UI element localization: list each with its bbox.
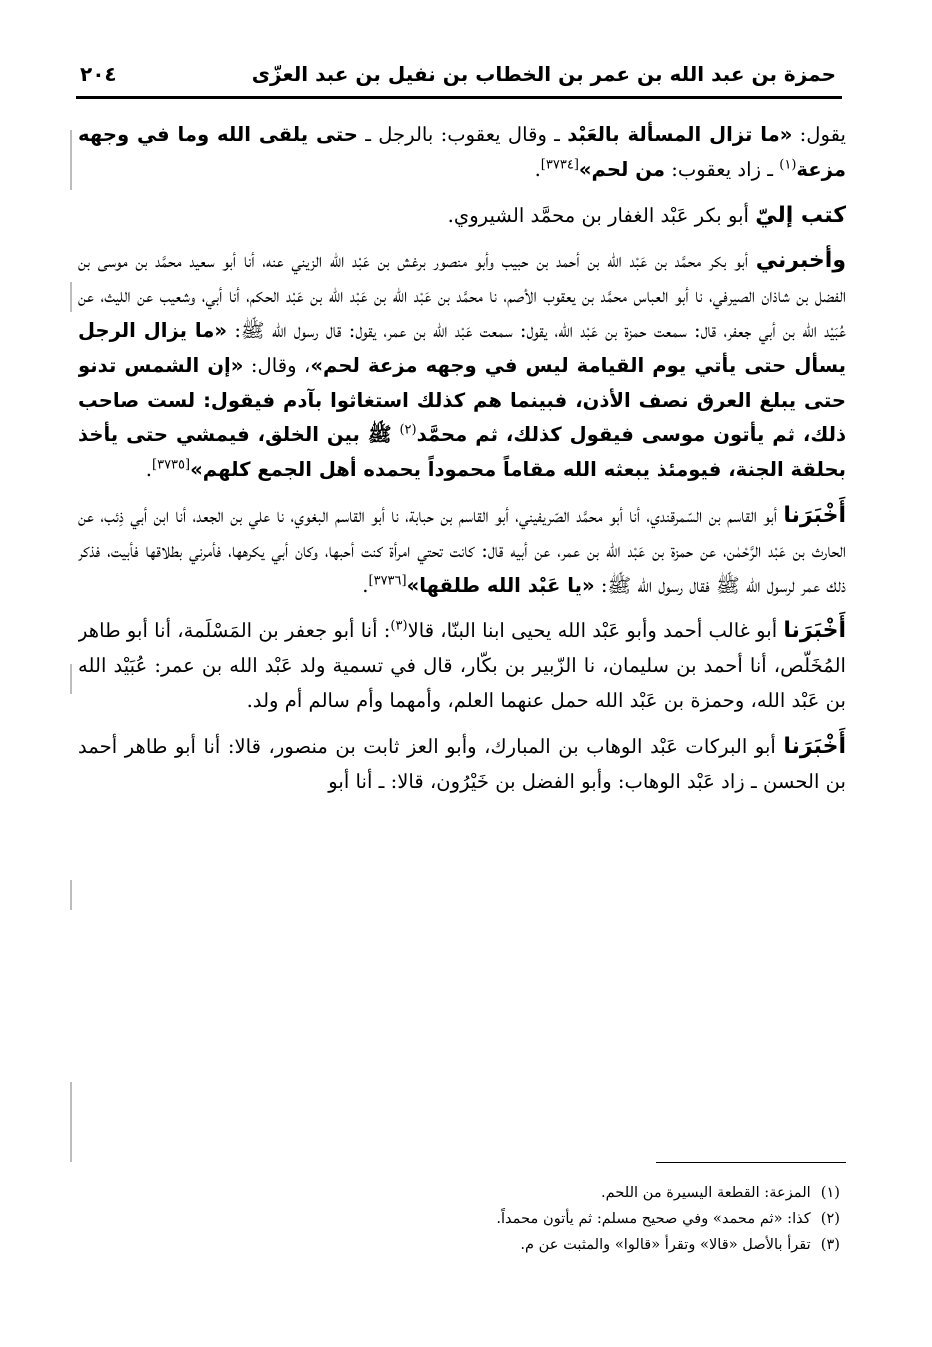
header-rule [76, 96, 842, 99]
text-run: أبو بكر محمَّد بن عَبْد الله بن أحمد بن حبيب وأبو منصور برغش بن عَبْد الله الزيني عنه، أنا أبو سعيد محمَّد بن موسى بن الفضل بن شاذان الصيرفي، نا أبو العباس محمَّد بن يعقوب الأصم، نا محمَّد بن عَبْد الله بن عَبْد الله بن عَبْد الحكم، أنا أبي، وشعيب عن الليث، عن عُبَيْد الله بن أبي جعفر، قال: سمعت حمزة بن عَبْد الله، يقول: سمعت عَبْد الله بن عمر، يقول: قال رسول الله ﷺ: [78, 249, 846, 342]
hadith-text: «ما يزال الرجل يسأل حتى يأتي يوم القيامة ليس في وجهه مزعة لحم» [78, 318, 846, 377]
footnote-ref: (٢) [399, 422, 417, 438]
footnote-text: تقرأ بالأصل «قالا» وتقرأ «قالوا» والمثبت عن م. [520, 1236, 811, 1253]
hadith-text: «ما تزال المسألة بالعَبْد [567, 123, 793, 146]
text-run: . [145, 458, 153, 482]
paragraph [78, 199, 846, 234]
narration-lead: أَخْبَرَنا [783, 733, 846, 759]
hadith-number: [٣٧٣٥] [152, 457, 191, 473]
margin-mark [70, 282, 72, 312]
footnote-number: (٢) [820, 1210, 840, 1227]
paragraph [78, 244, 846, 488]
hadith-number: [٣٧٣٤] [540, 157, 579, 173]
footnote-text: كذا: «ثم محمد» وفي صحيح مسلم: ثم يأتون محمداً. [496, 1210, 811, 1227]
text-run: ـ وقال يعقوب: بالرجل ـ [357, 123, 568, 146]
paragraph [78, 730, 846, 800]
narration-lead: أَخْبَرَنا [783, 502, 846, 528]
text-run: ـ زاد يعقوب: [664, 157, 780, 181]
text-run: . [362, 573, 369, 597]
paragraph [78, 118, 846, 188]
footnote-number: (١) [820, 1184, 840, 1201]
footnote-ref: (٣) [390, 618, 408, 634]
hadith-text: بين الخلق، فيمشي حتى يأخذ بحلقة الجنة، فيومئذ يبعثه الله مقاماً محموداً يحمده أهل الجمع كلهم» [78, 423, 846, 482]
body-text [78, 118, 846, 1148]
page-number: ٢٠٤ [80, 62, 117, 86]
margin-mark [70, 1082, 72, 1162]
hadith-text: ﷺ [359, 423, 400, 447]
footnote-text: المزعة: القطعة اليسيرة من اللحم. [600, 1184, 811, 1201]
footnote [78, 1232, 840, 1258]
narration-lead: كتب إليّ [755, 202, 846, 228]
footnote [78, 1180, 840, 1206]
text-run: أبو بكر عَبْد الغفار بن محمَّد الشيروي. [447, 203, 756, 227]
text-run: أبو القاسم بن السّمرقندي، أنا أبو محمَّد الصّريفيني، أبو القاسم بن حبابة، نا أبو القاسم البغوي، نا علي بن الجعد، أنا ابن أبي ذِئب، عن الحارث بن عَبْد الرَّحْمٰن، عن حمزة بن عَبْد الله بن عمر، عن أبيه قال: كانت تحتي امرأة كنت أحبها، وكان أبي يكرهها، فأمرني بطلاقها فأبيت، فذكر ذلك عمر لرسول الله ﷺ فقال رسول الله ﷺ: [78, 503, 846, 597]
hadith-number: [٣٧٣٦] [368, 573, 407, 589]
running-header [80, 54, 836, 94]
margin-mark [70, 664, 72, 694]
paragraph [78, 614, 846, 718]
paragraph [78, 499, 846, 603]
footnote-rule [656, 1162, 846, 1163]
text-run: . [534, 157, 541, 181]
footnotes [78, 1180, 840, 1258]
text-run: أبو البركات عَبْد الوهاب بن المبارك، وأبو العز ثابت بن منصور، قالا: أنا أبو طاهر أحمد بن الحسن ـ زاد عَبْد الوهاب: وأبو الفضل بن خَيْرُون، قالا: ـ أنا أبو [78, 734, 846, 793]
narration-lead: وأخبرني [755, 248, 846, 274]
running-title: حمزة بن عبد الله بن عمر بن الخطاب بن نفيل بن عبد العزّى [251, 62, 836, 86]
footnote [78, 1206, 840, 1232]
footnote-number: (٣) [820, 1236, 840, 1253]
footnote-ref: (١) [779, 157, 797, 173]
hadith-text: «يا عَبْد الله طلقها» [406, 573, 595, 597]
text-run: : أنا أبو جعفر بن المَسْلَمة، أنا أبو طاهر المُخَلّص، أنا أحمد بن سليمان، نا الزّبير بن بكّار، قال في تسمية ولد عَبْد الله بن عمر: عُبَيْد الله بن عَبْد الله، وحمزة بن عَبْد الله حمل عنهما العلم، وأمهما وأم سالم أم ولد. [78, 619, 846, 712]
text-run: أبو غالب أحمد وأبو عَبْد الله يحيى ابنا البنّا، قالا [407, 619, 784, 643]
text-run: يقول: [792, 123, 846, 146]
hadith-text: «إن الشمس تدنو حتى يبلغ العرق نصف الأذن، فبينما هم كذلك استغاثوا بآدم فيقول: لست صاحب ذلك، ثم يأتون موسى فيقول كذلك، ثم محمَّد [78, 353, 846, 447]
margin-mark [70, 880, 72, 910]
narration-lead: أَخْبَرَنا [783, 618, 846, 644]
text-run: ، وقال: [243, 353, 311, 377]
hadith-text: حتى يلقى الله وما في وجهه مزعة [78, 123, 846, 181]
margin-mark [70, 130, 72, 190]
hadith-text: من لحم» [578, 157, 665, 181]
